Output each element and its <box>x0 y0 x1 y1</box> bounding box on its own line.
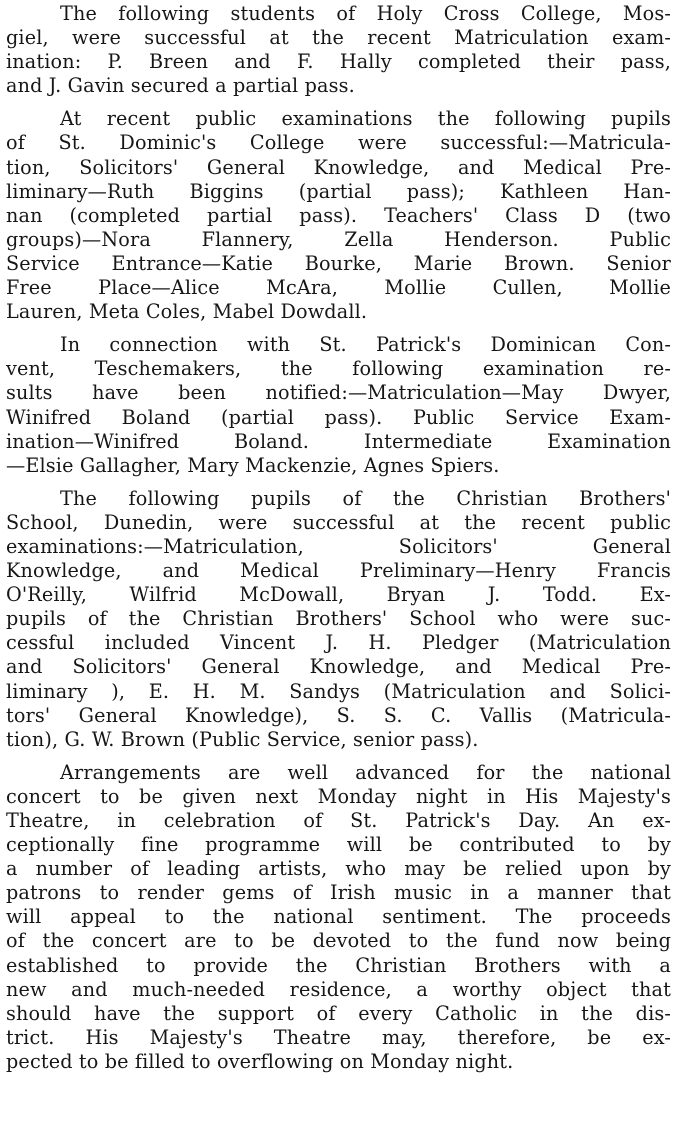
text-line: giel, were successful at the recent Matriculation exam- <box>6 26 671 50</box>
text-line: ination—Winifred Boland. Intermediate Examination <box>6 429 671 453</box>
text-line: liminary ), E. H. M. Sandys (Matriculation and Solici- <box>6 679 671 703</box>
text-line: tors' General Knowledge), S. S. C. Vallis (Matricula- <box>6 703 671 727</box>
text-line: groups)—Nora Flannery, Zella Henderson. Public <box>6 227 671 251</box>
text-line: Winifred Boland (partial pass). Public Service Exam- <box>6 405 671 429</box>
text-line: Lauren, Meta Coles, Mabel Dowdall. <box>6 300 368 324</box>
text-line: At recent public examinations the following pupils <box>60 107 671 131</box>
text-line: ination: P. Breen and F. Hally completed their pass, <box>6 50 671 74</box>
text-line: The following pupils of the Christian Brothers' <box>60 486 671 510</box>
text-line: liminary—Ruth Biggins (partial pass); Kathleen Han- <box>6 179 671 203</box>
text-line: Theatre, in celebration of St. Patrick's Day. An ex- <box>6 809 671 832</box>
text-line: ceptionally fine programme will be contributed to by <box>6 833 671 857</box>
text-line: examinations:—Matriculation, Solicitors' General <box>6 534 671 558</box>
text-line: tion), G. W. Brown (Public Service, senior pass). <box>6 727 479 751</box>
text-line: new and much-needed residence, a worthy object that <box>6 977 671 1001</box>
text-line: In connection with St. Patrick's Dominican Con- <box>60 333 671 357</box>
text-line: Free Place—Alice McAra, Mollie Cullen, Mollie <box>6 276 671 300</box>
text-line: cessful included Vincent J. H. Pledger (Matriculation <box>6 631 671 655</box>
text-line: and J. Gavin secured a partial pass. <box>6 74 355 98</box>
text-line: of St. Dominic's College were successful:—Matricula- <box>6 131 671 155</box>
text-line: Knowledge, and Medical Preliminary—Henry Francis <box>6 559 671 583</box>
text-line: Arrangements are well advanced for the national <box>60 760 671 784</box>
article-body <box>6 2 671 1074</box>
text-line: Service Entrance—Katie Bourke, Marie Brown. Senior <box>6 251 671 275</box>
paragraph-3 <box>6 333 671 478</box>
text-line: tion, Solicitors' General Knowledge, and Medical Pre- <box>6 155 671 179</box>
paragraph-5 <box>6 761 671 1074</box>
paragraph-1 <box>6 2 671 98</box>
text-line: should have the support of every Catholic in the dis- <box>6 1001 671 1025</box>
text-line: —Elsie Gallagher, Mary Mackenzie, Agnes Spiers. <box>6 453 500 477</box>
text-line: nan (completed partial pass). Teachers' Class D (two <box>6 203 671 227</box>
text-line: pected to be filled to overflowing on Monday night. <box>6 1049 514 1073</box>
text-line: trict. His Majesty's Theatre may, therefore, be ex- <box>6 1025 671 1049</box>
text-line: School, Dunedin, were successful at the recent public <box>6 510 671 534</box>
text-line: established to provide the Christian Brothers with a <box>6 953 671 977</box>
text-line: a number of leading artists, who may be relied upon by <box>6 857 671 881</box>
text-line: sults have been notified:—Matriculation—May Dwyer, <box>6 381 671 405</box>
text-line: of the concert are to be devoted to the fund now being <box>6 929 671 953</box>
text-line: and Solicitors' General Knowledge, and Medical Pre- <box>6 655 671 679</box>
text-line: vent, Teschemakers, the following examination re- <box>6 357 671 381</box>
text-line: concert to be given next Monday night in His Majesty's <box>6 784 671 808</box>
text-line: The following students of Holy Cross College, Mos- <box>60 2 671 25</box>
text-line: patrons to render gems of Irish music in a manner that <box>6 881 671 905</box>
text-line: pupils of the Christian Brothers' School who were suc- <box>6 607 671 631</box>
text-line: O'Reilly, Wilfrid McDowall, Bryan J. Todd. Ex- <box>6 583 671 607</box>
paragraph-2 <box>6 107 671 324</box>
text-line: will appeal to the national sentiment. The proceeds <box>6 905 671 929</box>
paragraph-4 <box>6 487 671 752</box>
